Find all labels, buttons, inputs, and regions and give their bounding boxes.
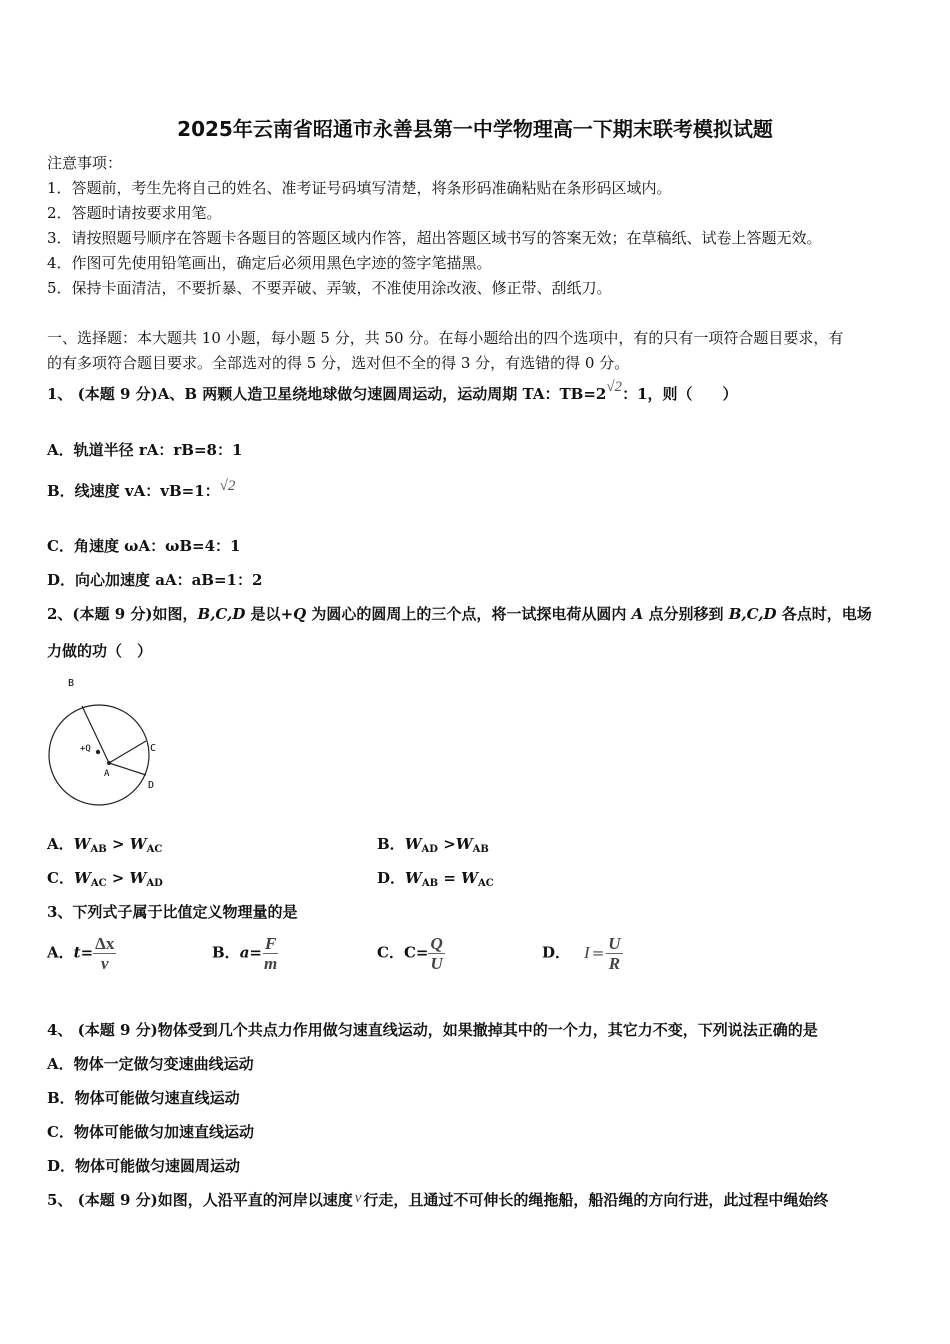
line-ac bbox=[109, 741, 146, 763]
q2-option-a bbox=[47, 833, 162, 855]
q1-stem-post: ：1，则（ ） bbox=[622, 385, 738, 403]
question-4-stem: 4、 (本题 9 分)物体受到几个共点力作用做匀速直线运动，如果撤掉其中的一个力，其它力不变，下列说法正确的是 bbox=[47, 1021, 818, 1039]
denominator: m bbox=[264, 954, 278, 973]
q5-stem-post: 行走，且通过不可伸长的绳拖船，船沿绳的方向行进，此过程中绳始终 bbox=[363, 1191, 829, 1209]
option-label: C． bbox=[377, 943, 404, 962]
q2-text: 2、(本题 9 分)如图， bbox=[47, 605, 198, 623]
denominator: U bbox=[430, 954, 443, 973]
work-symbol: W bbox=[73, 835, 91, 853]
question-3-stem: 3、下列式子属于比值定义物理量的是 bbox=[47, 903, 298, 921]
question-2-stem-cont: 力做的功（ ） bbox=[47, 642, 153, 660]
equals: = bbox=[80, 943, 94, 962]
work-subscript: AD bbox=[146, 878, 163, 889]
q1-option-d: D．向心加速度 aA：aB=1：2 bbox=[47, 571, 263, 589]
sqrt2-symbol: √2 bbox=[606, 379, 623, 395]
fraction bbox=[606, 934, 622, 973]
circle-outline bbox=[49, 705, 149, 805]
operator: > bbox=[106, 869, 130, 887]
fraction bbox=[93, 934, 116, 973]
q2-points: B,C,D bbox=[197, 605, 246, 623]
option-label: A． bbox=[47, 835, 74, 853]
option-label: C． bbox=[47, 869, 74, 887]
q4-option-b: B．物体可能做匀速直线运动 bbox=[47, 1089, 240, 1107]
label-q: +Q bbox=[80, 744, 91, 754]
denominator: R bbox=[608, 954, 621, 973]
section-heading: 一、选择题：本大题共 10 小题，每小题 5 分，共 50 分。在每小题给出的四个选项中，有的只有一项符合题目要求，有 bbox=[47, 329, 844, 347]
option-label: A． bbox=[47, 943, 74, 962]
q2-text: 为圆心的圆周上的三个点，将一试探电荷从圆内 bbox=[306, 605, 632, 623]
velocity-symbol: v bbox=[354, 1190, 362, 1206]
work-subscript: AC bbox=[477, 878, 494, 889]
work-subscript: AB bbox=[90, 844, 107, 855]
label-b: B bbox=[68, 678, 75, 689]
operator: > bbox=[106, 835, 130, 853]
notice-item: 2．答题时请按要求用笔。 bbox=[47, 204, 222, 222]
work-subscript: AC bbox=[90, 878, 107, 889]
work-subscript: AB bbox=[472, 844, 489, 855]
numerator: U bbox=[608, 934, 621, 953]
option-label: D． bbox=[377, 869, 406, 887]
formula-var: a bbox=[239, 943, 250, 962]
question-2-stem bbox=[47, 603, 872, 624]
q5-stem-pre: 5、 (本题 9 分)如图，人沿平直的河岸以速度 bbox=[47, 1191, 353, 1209]
equals: = bbox=[591, 943, 605, 962]
work-symbol: W bbox=[461, 869, 478, 887]
q3-option-d bbox=[542, 934, 623, 973]
numerator: Δx bbox=[95, 934, 115, 953]
formula-var: t bbox=[73, 943, 81, 962]
option-label: B． bbox=[377, 835, 405, 853]
label-d: D bbox=[148, 780, 155, 791]
operator: = bbox=[438, 869, 462, 887]
work-symbol: W bbox=[455, 835, 473, 853]
q2-point-a: A bbox=[631, 605, 644, 623]
option-label: D． bbox=[542, 943, 571, 962]
q4-option-c: C．物体可能做匀加速直线运动 bbox=[47, 1123, 254, 1141]
q2-points: B,C,D bbox=[728, 605, 777, 623]
numerator: Q bbox=[430, 934, 443, 953]
notice-item: 4．作图可先使用铅笔画出，确定后必须用黑色字迹的签字笔描黑。 bbox=[47, 254, 492, 272]
work-symbol: W bbox=[405, 869, 422, 887]
q2-charge: +Q bbox=[280, 605, 307, 623]
q4-option-d: D．物体可能做匀速圆周运动 bbox=[47, 1157, 241, 1175]
notice-item: 1．答题前，考生先将自己的姓名、准考证号码填写清楚，将条形码准确粘贴在条形码区域内。 bbox=[47, 179, 672, 197]
q4-option-a: A．物体一定做匀变速曲线运动 bbox=[47, 1055, 254, 1073]
option-label: B． bbox=[212, 943, 240, 962]
section-heading-cont: 的有多项符合题目要求。全部选对的得 5 分，选对但不全的得 3 分，有选错的得 0 分。 bbox=[47, 354, 630, 372]
page-title: 2025年云南省昭通市永善县第一中学物理高一下期末联考模拟试题 bbox=[177, 117, 773, 141]
label-c: C bbox=[150, 743, 157, 754]
sqrt2-symbol: √2 bbox=[219, 478, 236, 494]
notice-item: 5．保持卡面清洁，不要折暴、不要弄破、弄皱，不准使用涂改液、修正带、刮纸刀。 bbox=[47, 279, 612, 297]
circle-diagram bbox=[46, 672, 166, 817]
formula-var: C bbox=[403, 943, 416, 962]
q2-text: 各点时，电场 bbox=[776, 605, 872, 623]
work-subscript: AB bbox=[421, 878, 439, 889]
q2-option-b bbox=[377, 833, 489, 855]
notice-heading: 注意事项： bbox=[47, 154, 123, 172]
charge-dot bbox=[96, 750, 100, 754]
q1-option-c: C．角速度 ωA：ωB=4：1 bbox=[47, 537, 241, 555]
formula-var: I bbox=[584, 942, 590, 962]
fraction bbox=[428, 934, 444, 973]
work-symbol: W bbox=[129, 869, 147, 887]
q2-option-c bbox=[47, 867, 163, 889]
line-ab bbox=[82, 706, 109, 763]
question-1-stem bbox=[47, 379, 738, 404]
work-symbol: W bbox=[404, 835, 422, 853]
q3-option-c bbox=[377, 934, 445, 973]
work-subscript: AD bbox=[421, 844, 438, 855]
work-subscript: AC bbox=[146, 844, 163, 855]
numerator: F bbox=[264, 934, 277, 953]
fraction bbox=[262, 934, 279, 973]
q3-option-b bbox=[212, 934, 279, 973]
question-5-stem bbox=[47, 1189, 828, 1210]
q2-text: 点分别移到 bbox=[643, 605, 729, 623]
notice-item: 3．请按照题号顺序在答题卡各题目的答题区域内作答，超出答题区域书写的答案无效；在草稿纸、试卷上答题无效。 bbox=[47, 229, 822, 247]
point-a-dot bbox=[107, 761, 111, 765]
line-ad bbox=[109, 763, 146, 775]
equals: = bbox=[415, 943, 429, 962]
equals: = bbox=[249, 943, 262, 962]
operator: > bbox=[437, 835, 456, 853]
q1-stem-pre: 1、 (本题 9 分)A、B 两颗人造卫星绕地球做匀速圆周运动，运动周期 TA：TB=2 bbox=[47, 385, 607, 403]
denominator: v bbox=[100, 954, 109, 973]
label-a: A bbox=[104, 769, 110, 779]
q1-option-b-text: B．线速度 vA：vB=1： bbox=[47, 482, 220, 500]
q1-option-a: A．轨道半径 rA：rB=8：1 bbox=[47, 441, 243, 459]
q2-option-d bbox=[377, 867, 494, 889]
work-symbol: W bbox=[129, 835, 147, 853]
work-symbol: W bbox=[73, 869, 91, 887]
q2-text: 是以 bbox=[245, 605, 281, 623]
q1-option-b bbox=[47, 480, 235, 501]
q3-option-a bbox=[47, 934, 116, 973]
